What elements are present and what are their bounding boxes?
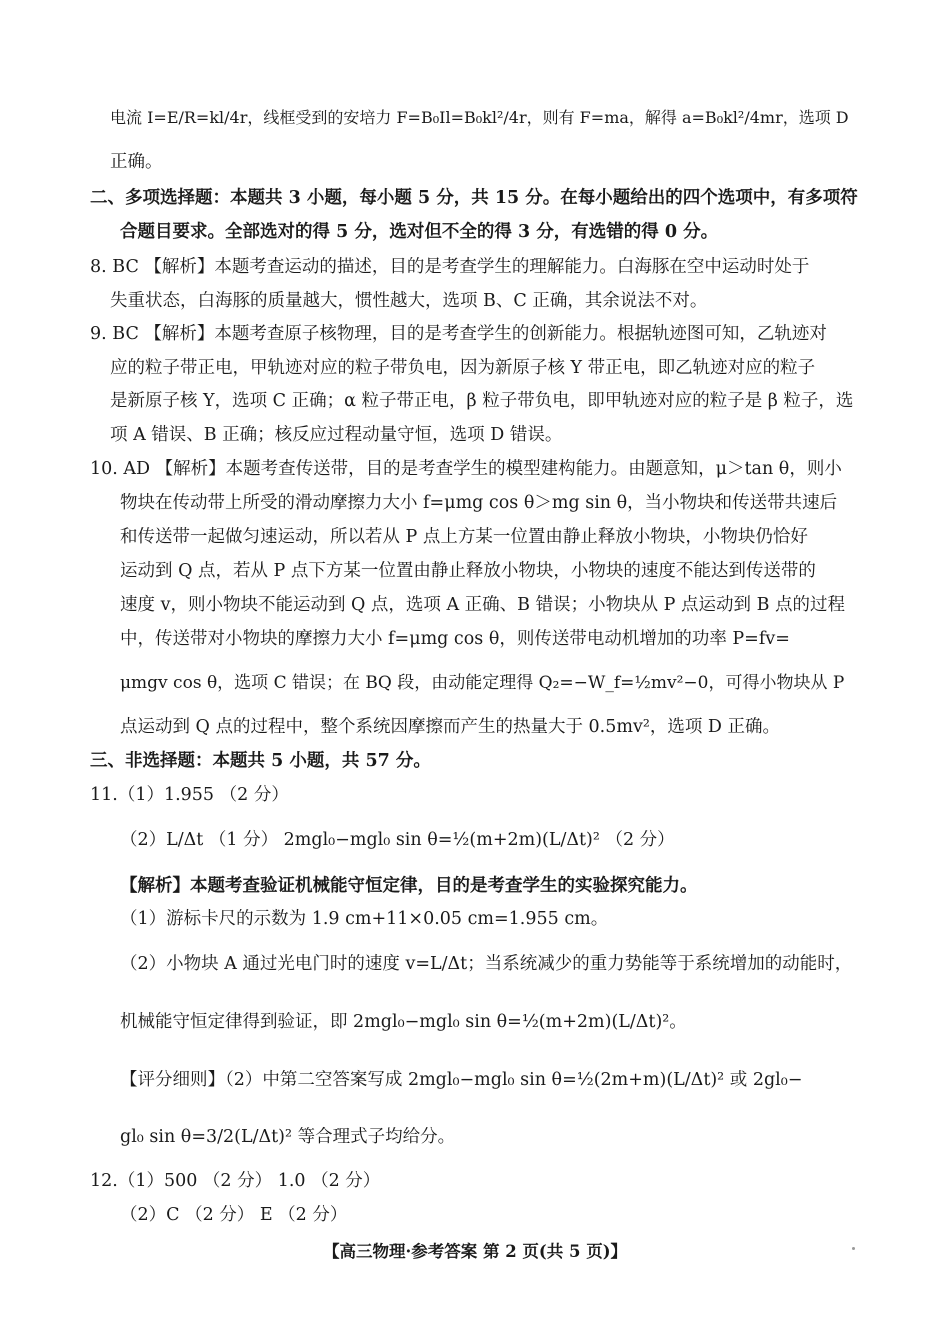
text-line: 正确。 [110,152,163,172]
text-line: （2）L/Δt （1 分） 2mgl₀−mgl₀ sin θ=½(m+2m)(L/Δt)² （2 分） [120,830,675,850]
text-line: （2）C （2 分） E （2 分） [120,1205,348,1225]
text-line: 9. BC 【解析】本题考查原子核物理，目的是考查学生的创新能力。根据轨迹图可知，乙轨迹对 [90,324,827,344]
text-line: 11.（1）1.955 （2 分） [90,785,289,805]
text-line: 是新原子核 Y，选项 C 正确；α 粒子带正电，β 粒子带负电，即甲轨迹对应的粒子是 β 粒子，选 [110,391,854,411]
text-line: μmgv cos θ，选项 C 错误；在 BQ 段，由动能定理得 Q₂=−W_f=½mv²−0，可得小物块从 P [120,673,845,693]
page-footer: 【高三物理·参考答案 第 2 页(共 5 页)】 [322,1242,628,1261]
text-line: gl₀ sin θ=3/2(L/Δt)² 等合理式子均给分。 [120,1127,456,1147]
text-line: 【评分细则】（2）中第二空答案写成 2mgl₀−mgl₀ sin θ=½(2m+m)(L/Δt)² 或 2gl₀− [120,1070,803,1090]
text-line: 8. BC 【解析】本题考查运动的描述，目的是考查学生的理解能力。白海豚在空中运动时处于 [90,257,810,277]
text-line: （2）小物块 A 通过光电门时的速度 v=L/Δt；当系统减少的重力势能等于系统增加的动能时， [120,954,853,974]
text-line: 电流 I=E/R=kl/4r，线框受到的安培力 F=B₀Il=B₀kl²/4r，则有 F=ma，解得 a=B₀kl²/4mr，选项 D [110,108,849,127]
text-line: 二、多项选择题：本题共 3 小题，每小题 5 分，共 15 分。在每小题给出的四个选项中，有多项符 [90,188,858,208]
text-line: 运动到 Q 点，若从 P 点下方某一位置由静止释放小物块，小物块的速度不能达到传送带的 [120,561,816,581]
text-line: 失重状态，白海豚的质量越大，惯性越大，选项 B、C 正确，其余说法不对。 [110,291,708,311]
text-line: 12.（1）500 （2 分） 1.0 （2 分） [90,1171,381,1191]
scan-speck [852,1247,855,1250]
text-line: 中，传送带对小物块的摩擦力大小 f=μmg cos θ，则传送带电动机增加的功率 P=fv= [120,629,790,649]
text-line: 机械能守恒定律得到验证，即 2mgl₀−mgl₀ sin θ=½(m+2m)(L/Δt)²。 [120,1012,687,1032]
text-line: 和传送带一起做匀速运动，所以若从 P 点上方某一位置由静止释放小物块，小物块仍恰好 [120,527,808,547]
text-line: 三、非选择题：本题共 5 小题，共 57 分。 [90,751,431,771]
text-line: 【解析】本题考查验证机械能守恒定律，目的是考查学生的实验探究能力。 [120,876,698,896]
text-line: （1）游标卡尺的示数为 1.9 cm+11×0.05 cm=1.955 cm。 [120,909,609,929]
text-line: 速度 v，则小物块不能运动到 Q 点，选项 A 正确、B 错误；小物块从 P 点运动到 B 点的过程 [120,595,845,615]
text-line: 10. AD 【解析】本题考查传送带，目的是考查学生的模型建构能力。由题意知，μ＞tan θ，则小 [90,459,842,479]
text-line: 项 A 错误、B 正确；核反应过程动量守恒，选项 D 错误。 [110,425,563,445]
text-line: 应的粒子带正电，甲轨迹对应的粒子带负电，因为新原子核 Y 带正电，即乙轨迹对应的粒子 [110,358,816,378]
text-line: 物块在传动带上所受的滑动摩擦力大小 f=μmg cos θ＞mg sin θ，当小物块和传送带共速后 [120,493,838,513]
text-line: 合题目要求。全部选对的得 5 分，选对但不全的得 3 分，有选错的得 0 分。 [120,222,719,242]
text-line: 点运动到 Q 点的过程中，整个系统因摩擦而产生的热量大于 0.5mv²，选项 D 正确。 [120,717,781,737]
